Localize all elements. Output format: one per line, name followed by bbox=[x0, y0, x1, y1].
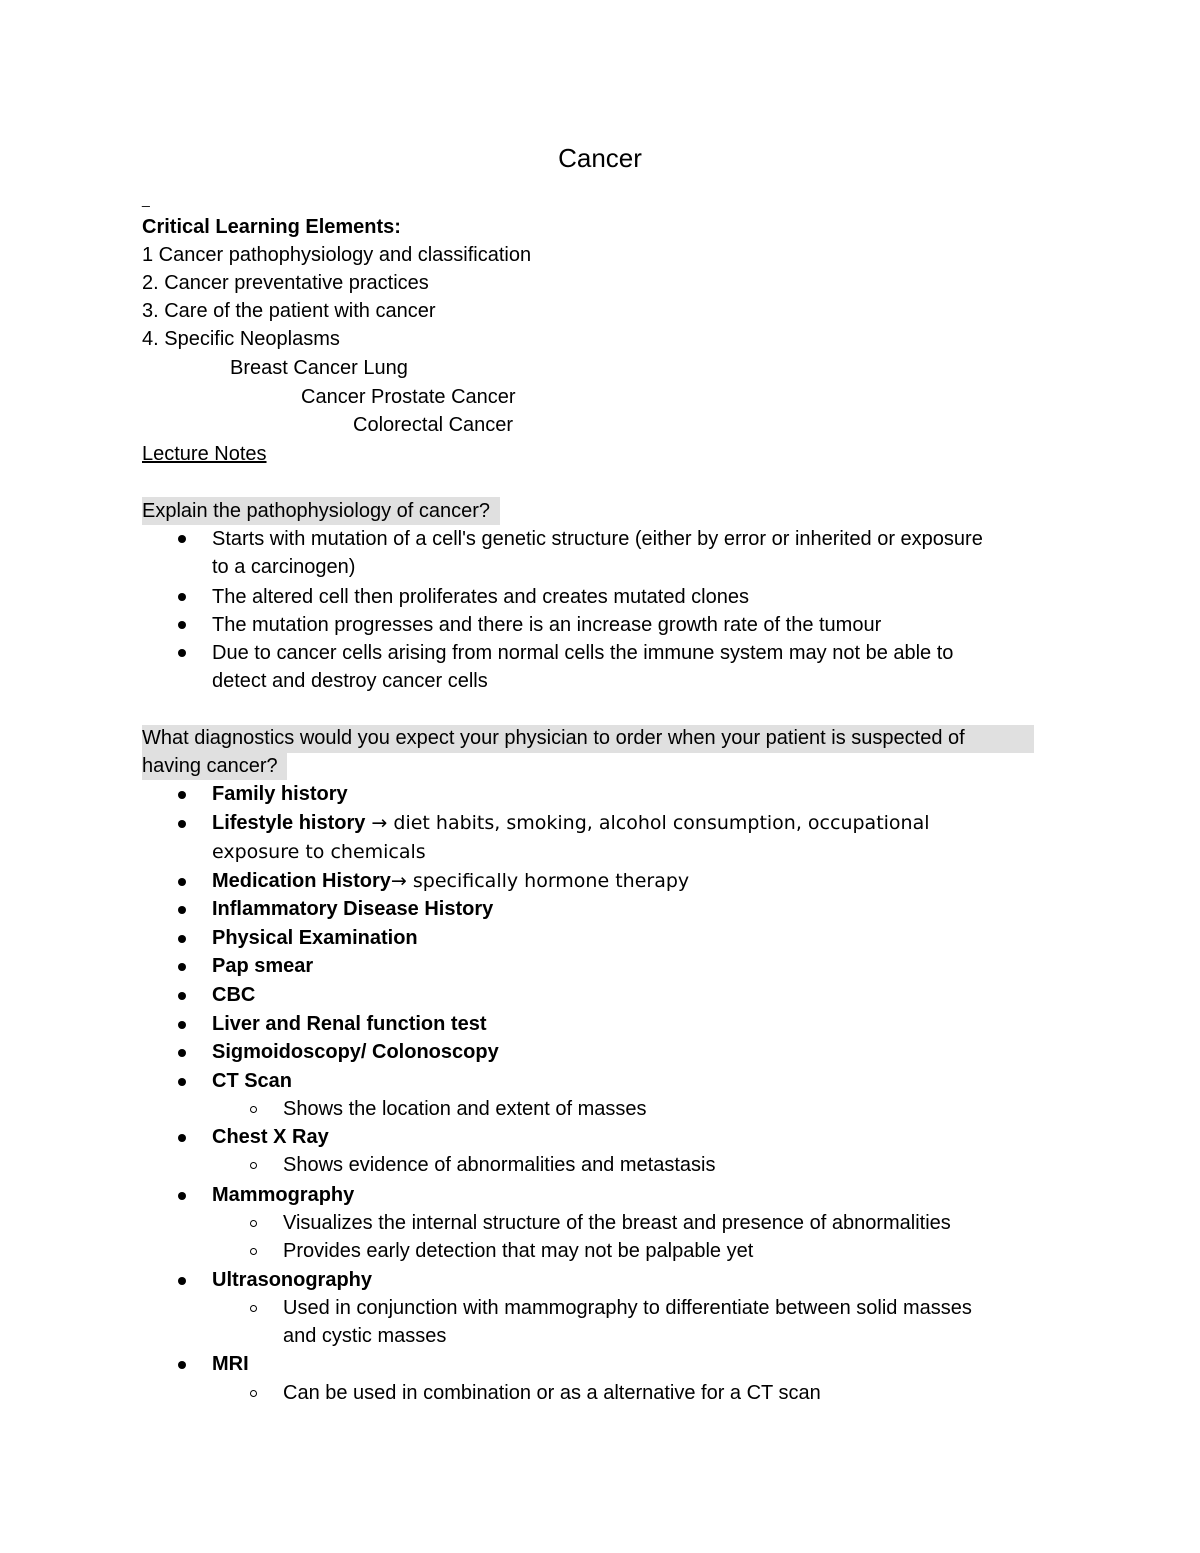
sub-bullet-icon bbox=[250, 1106, 257, 1113]
bullet-icon bbox=[178, 906, 186, 914]
diag-inflammatory-history: Inflammatory Disease History bbox=[212, 898, 494, 920]
sub-bullet-icon bbox=[250, 1220, 257, 1227]
bullet-icon bbox=[178, 1192, 186, 1200]
diag-mri: MRI bbox=[212, 1353, 249, 1375]
question-diagnostics-continued: having cancer? bbox=[142, 752, 287, 780]
diag-ct-detail: Shows the location and extent of masses bbox=[283, 1098, 647, 1120]
bullet-icon bbox=[178, 820, 186, 828]
lecture-notes-heading: Lecture Notes bbox=[142, 443, 267, 465]
diag-pap-smear: Pap smear bbox=[212, 955, 314, 977]
diag-physical-examination: Physical Examination bbox=[212, 927, 418, 949]
cle-subitem: Colorectal Cancer bbox=[353, 414, 514, 436]
bullet-icon bbox=[178, 649, 186, 657]
bullet-icon bbox=[178, 1078, 186, 1086]
diag-chest-xray: Chest X Ray bbox=[212, 1126, 329, 1148]
cle-item: 3. Care of the patient with cancer bbox=[142, 300, 436, 322]
diag-ct-scan: CT Scan bbox=[212, 1070, 293, 1092]
bullet-icon bbox=[178, 1277, 186, 1285]
cle-subitem: Breast Cancer Lung bbox=[230, 357, 408, 379]
bullet-icon bbox=[178, 1021, 186, 1029]
question-diagnostics: What diagnostics would you expect your physician to order when your patient is suspected of bbox=[142, 727, 965, 749]
diag-lifestyle-history: Lifestyle history bbox=[212, 812, 366, 834]
bullet-icon bbox=[178, 1049, 186, 1057]
underscore-mark: _ bbox=[142, 191, 150, 207]
document-title: Cancer bbox=[558, 143, 642, 173]
bullet-icon bbox=[178, 1134, 186, 1142]
bullet-icon bbox=[178, 935, 186, 943]
list-item: The altered cell then proliferates and creates mutated clones bbox=[212, 586, 749, 608]
diag-medication-history: Medication History bbox=[212, 870, 391, 892]
bullet-icon bbox=[178, 992, 186, 1000]
bullet-icon bbox=[178, 535, 186, 543]
diag-mammo-detail: Provides early detection that may not be palpable yet bbox=[283, 1240, 754, 1262]
diag-medication-detail: → specifically hormone therapy bbox=[390, 870, 690, 892]
bullet-icon bbox=[178, 621, 186, 629]
diag-ultrasonography: Ultrasonography bbox=[212, 1269, 373, 1291]
bullet-icon bbox=[178, 1361, 186, 1369]
diag-lifestyle-detail-continued: exposure to chemicals bbox=[212, 841, 426, 863]
cle-item: 1 Cancer pathophysiology and classification bbox=[142, 244, 532, 266]
bullet-icon bbox=[178, 878, 186, 886]
cle-subitem: Cancer Prostate Cancer bbox=[301, 386, 516, 408]
bullet-icon bbox=[178, 593, 186, 601]
bullet-icon bbox=[178, 963, 186, 971]
diag-mri-detail: Can be used in combination or as a alternative for a CT scan bbox=[283, 1382, 821, 1404]
cle-item: 4. Specific Neoplasms bbox=[142, 328, 340, 350]
diag-ultra-detail-continued: and cystic masses bbox=[283, 1325, 447, 1347]
sub-bullet-icon bbox=[250, 1390, 257, 1397]
diag-lifestyle-detail: → diet habits, smoking, alcohol consumption, occupational bbox=[365, 812, 930, 834]
list-item: Due to cancer cells arising from normal cells the immune system may not be able to bbox=[212, 642, 954, 664]
diag-liver-renal: Liver and Renal function test bbox=[212, 1013, 487, 1035]
bullet-icon bbox=[178, 791, 186, 799]
cle-item: 2. Cancer preventative practices bbox=[142, 272, 429, 294]
diag-medication-line bbox=[212, 867, 689, 895]
diag-sigmoidoscopy: Sigmoidoscopy/ Colonoscopy bbox=[212, 1041, 499, 1063]
sub-bullet-icon bbox=[250, 1248, 257, 1255]
diag-cbc: CBC bbox=[212, 984, 256, 1006]
diag-chest-detail: Shows evidence of abnormalities and metastasis bbox=[283, 1154, 716, 1176]
diag-mammo-detail: Visualizes the internal structure of the breast and presence of abnormalities bbox=[283, 1212, 951, 1234]
list-item-continued: to a carcinogen) bbox=[212, 556, 356, 578]
sub-bullet-icon bbox=[250, 1305, 257, 1312]
diag-family-history: Family history bbox=[212, 783, 348, 805]
diag-ultra-detail: Used in conjunction with mammography to differentiate between solid masses bbox=[283, 1297, 972, 1319]
diag-mammography: Mammography bbox=[212, 1184, 355, 1206]
cle-heading: Critical Learning Elements: bbox=[142, 216, 401, 238]
list-item: The mutation progresses and there is an increase growth rate of the tumour bbox=[212, 614, 882, 636]
list-item-continued: detect and destroy cancer cells bbox=[212, 670, 488, 692]
diag-lifestyle-line bbox=[212, 809, 930, 837]
list-item: Starts with mutation of a cell's genetic structure (either by error or inherited or exposure bbox=[212, 528, 983, 550]
sub-bullet-icon bbox=[250, 1162, 257, 1169]
question-pathophysiology: Explain the pathophysiology of cancer? bbox=[142, 497, 500, 525]
